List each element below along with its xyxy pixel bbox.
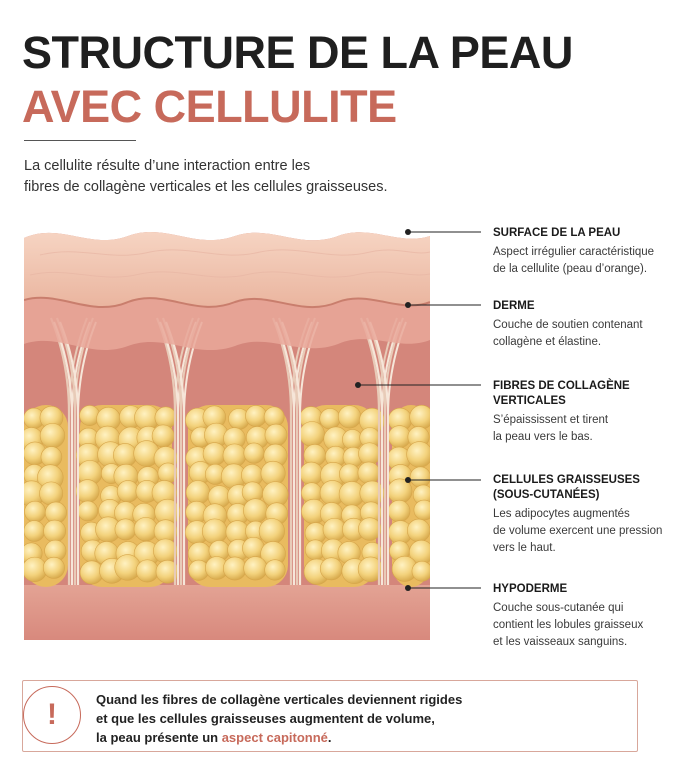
fat-cell [39, 482, 62, 505]
leader-dot-derme [405, 302, 411, 308]
label-desc-line: vers le haut. [493, 542, 556, 554]
fat-lobule [299, 405, 384, 587]
label-fat-cells [493, 473, 693, 557]
fat-cell [136, 560, 158, 582]
label-desc-line: S’épaississent et tirent [493, 414, 609, 426]
fat-cell [320, 558, 342, 580]
callout-text [96, 690, 616, 747]
fat-cell [244, 443, 264, 463]
skin-surface-layer [24, 220, 430, 307]
label-desc-line: Les adipocytes augmentés [493, 508, 630, 520]
label-title: DERME [493, 300, 535, 312]
skin-block [19, 220, 434, 640]
fat-cell [339, 464, 359, 484]
fat-cell [259, 518, 285, 544]
leader-dot-fat [405, 477, 411, 483]
fat-cell [410, 405, 434, 429]
label-desc-line: contient les lobules graisseux [493, 619, 644, 631]
label-collagen-fibers [493, 379, 693, 446]
fat-cell [245, 405, 266, 426]
fat-cell [202, 519, 227, 544]
fat-cell [410, 467, 431, 488]
exclamation-icon: ! [23, 686, 81, 744]
fat-cell [41, 447, 62, 468]
label-hypodermis [493, 582, 693, 651]
fat-cell [44, 520, 66, 542]
label-desc-line: collagène et élastine. [493, 336, 602, 348]
callout-line-3-prefix: la peau présente un [96, 730, 222, 745]
hypodermis-layer [24, 585, 430, 640]
fat-lobule [185, 405, 288, 587]
fat-cell [265, 560, 286, 581]
fat-cell [358, 443, 380, 465]
fat-lobule [387, 405, 434, 587]
label-desc-line: Couche sous-cutanée qui [493, 602, 624, 614]
label-skin-surface [493, 226, 693, 278]
title-line-2: AVEC CELLULITE [22, 81, 397, 132]
fat-cell [223, 557, 246, 580]
fat-cell [300, 462, 323, 485]
fat-cell [186, 480, 210, 504]
fat-cell [25, 501, 46, 522]
fat-lobule [76, 405, 180, 587]
fat-cell [117, 480, 139, 502]
fat-cell [43, 557, 64, 578]
label-desc-line: de la cellulite (peau d’orange). [493, 263, 648, 275]
label-title: FIBRES DE COLLAGÈNE [493, 380, 630, 392]
subtitle-line-2: fibres de collagène verticales et les cellules graisseuses. [24, 179, 388, 195]
label-desc-line: de volume exercent une pression [493, 525, 663, 537]
fat-cell [203, 443, 226, 466]
label-desc-line: Couche de soutien contenant [493, 319, 643, 331]
callout-line-1: Quand les fibres de collagène verticales deviennent rigides [96, 692, 463, 707]
fat-cell [358, 462, 380, 484]
label-title-line-2: (SOUS-CUTANÉES) [493, 489, 600, 501]
fat-lobule [19, 405, 68, 587]
label-title-line-2: VERTICALES [493, 395, 566, 407]
subtitle-line-1: La cellulite résulte d’une interaction entre les [24, 158, 311, 174]
fat-cell [115, 519, 136, 540]
fat-cell [338, 406, 361, 429]
fat-cell [320, 408, 341, 429]
fat-cell [243, 499, 267, 523]
fat-cell [414, 500, 434, 520]
fat-cell [299, 421, 324, 446]
leader-dot-surface [405, 229, 411, 235]
fat-cell [24, 521, 45, 542]
leader-dot-hypoderme [405, 585, 411, 591]
fat-cell [244, 557, 268, 581]
fat-cell [113, 443, 137, 467]
fat-cell [388, 426, 410, 448]
fat-cell [40, 423, 65, 448]
fat-cell [407, 519, 430, 542]
label-title: SURFACE DE LA PEAU [493, 227, 621, 239]
label-desc-line: Aspect irrégulier caractéristique [493, 246, 655, 258]
fat-cell [358, 518, 381, 541]
callout-highlight: aspect capitonné [221, 730, 328, 745]
fat-cell [78, 501, 98, 521]
label-title: HYPODERME [493, 583, 568, 595]
label-title: CELLULES GRAISSEUSES [493, 474, 640, 486]
fat-cell [223, 444, 246, 467]
leader-dot-fibres [355, 382, 361, 388]
fat-lobules [19, 405, 434, 587]
fat-cell [412, 561, 432, 581]
callout-line-3 [96, 728, 616, 747]
callout-line-2: et que les cellules graisseuses augmentent de volume, [96, 711, 435, 726]
title-line-1: STRUCTURE DE LA PEAU [22, 27, 573, 78]
fat-cell [342, 429, 362, 449]
label-desc-line: la peau vers le bas. [493, 431, 593, 443]
fat-cell [76, 480, 99, 503]
fat-cell [407, 442, 433, 468]
label-desc-line: et les vaisseaux sanguins. [493, 636, 628, 648]
fat-cell [265, 424, 287, 446]
fat-cell [388, 500, 410, 522]
callout-line-3-suffix: . [327, 730, 332, 745]
label-dermis [493, 299, 693, 351]
